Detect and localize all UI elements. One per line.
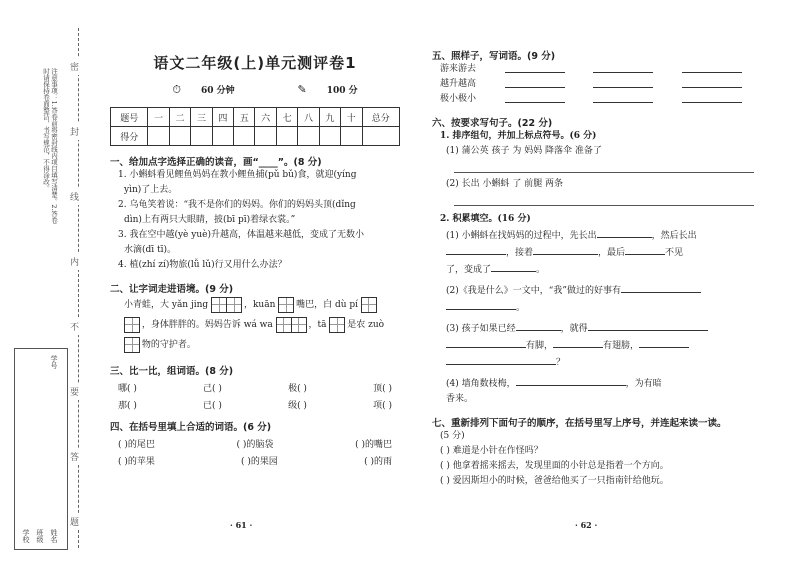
exam-notes: 注意事项：1.答卷前将密封线内项目填写清楚。2.答卷时请保持卷面整洁，书写规范，不得涂改。 (42, 68, 58, 224)
char-grid[interactable] (124, 337, 140, 353)
student-id-field[interactable]: 学号 (50, 355, 58, 369)
section-6-heading: 六、按要求写句子。(22 分) (432, 118, 553, 129)
context-passage: 小青蛙，大 yǎn jing ，kuān 嘴巴，白 dù pí ，身体胖胖的。妈妈告诉 wá wa ，tā 是农 zuò 物的守护者。 (124, 295, 400, 355)
char-grid[interactable] (361, 297, 377, 313)
page-number: · 62 · (575, 520, 598, 530)
sub-question: 2. 积累填空。(16 分) (440, 214, 531, 224)
name-field[interactable]: 姓名 (50, 529, 58, 543)
left-page (110, 38, 400, 467)
time-info: ⏱ 60 分钟 (172, 83, 235, 96)
question-line: 有脚， 有翅膀， (446, 337, 762, 354)
question-line: 了，变成了 。 (446, 261, 762, 278)
order-item[interactable]: ( ) 爱因斯坦小的时候，爸爸给他买了一只指南针给他玩。 (440, 476, 669, 486)
seal-char: 不 (70, 318, 79, 335)
example-row: 越升越高 (440, 77, 742, 92)
example-row: 极小极小 (440, 92, 742, 107)
clock-icon: ⏱ (172, 83, 181, 96)
page-number: · 61 · (230, 520, 253, 530)
question-line: 水滴(dī tī)。 (124, 245, 177, 255)
question-line: ？ (446, 354, 762, 371)
seal-char: 线 (70, 188, 79, 205)
question-line: (4) 墙角数枝梅， ，为有暗 (446, 375, 762, 392)
question-line: 4. 植(zhí zí)物旅(lǚ lǔ)行又用什么办法？ (118, 260, 287, 270)
score-table (110, 107, 400, 146)
seal-line (78, 28, 79, 548)
score-info: ✎ 100 分 (297, 83, 358, 96)
question-line: 2. 乌龟笑着说：“我不是你们的妈妈。你们的妈妈头顶(dǐng (118, 200, 356, 210)
char-grid[interactable] (124, 317, 140, 333)
seal-char: 题 (70, 513, 79, 530)
student-info-box (14, 348, 68, 550)
fill-word-row: ( )的尾巴 ( )的脑袋 ( )的嘴巴 (118, 440, 392, 450)
seal-char: 答 (70, 448, 79, 465)
question-line: (2)《我是什么》一文中，“我”做过的好事有 (446, 282, 762, 299)
exam-meta (110, 83, 400, 97)
section-2-heading: 二、让字词走进语境。(9 分) (110, 284, 234, 295)
section-4-heading: 四、在括号里填上合适的词语。(6 分) (110, 422, 272, 433)
char-grid[interactable] (291, 317, 307, 333)
page-title: 语文二年级(上)单元测评卷1 (153, 54, 357, 72)
class-field[interactable]: 班级 (36, 529, 44, 543)
char-grid[interactable] (329, 317, 345, 333)
score-header-row: 题号 一 二 三 四 五 六 七 八 九 十 总分 (111, 108, 400, 127)
question-line: (1) 蒲公英 孩子 为 妈妈 降落伞 准备了 (446, 146, 602, 156)
seal-char: 内 (70, 253, 79, 270)
question-line: 1. 小蝌蚪看见鲤鱼妈妈在教小鲤鱼捕(pǔ bǔ)食，就迎(yíng (118, 170, 357, 180)
order-item[interactable]: ( ) 他拿着摇来摇去，发现里面的小针总是指着一个方向。 (440, 461, 669, 471)
question-line: (3) 孩子如果已经 ，就得 (446, 320, 762, 337)
char-grid[interactable] (226, 297, 242, 313)
section-7-heading: 七、重新排列下面句子的顺序，在括号里写上序号，并连起来读一读。 (432, 418, 727, 429)
section-3-heading: 三、比一比，组词语。(8 分) (110, 366, 234, 377)
seal-char: 密 (70, 58, 79, 75)
binding-strip (8, 28, 98, 548)
seal-char: 封 (70, 123, 79, 140)
word-compare-row: 哪( ) 己( ) 极( ) 顶( ) (118, 384, 392, 394)
example-row: 游来游去 (440, 62, 742, 77)
question-line: dìn)上有两只大眼睛，披(bī pī)着绿衣裳。” (124, 215, 296, 225)
school-field[interactable]: 学校 (22, 529, 30, 543)
char-grid[interactable] (211, 297, 227, 313)
section-5-heading: 五、照样子，写词语。(9 分) (432, 51, 556, 62)
char-grid[interactable] (276, 317, 292, 333)
answer-line[interactable] (454, 192, 754, 206)
answer-line[interactable] (454, 159, 754, 173)
question-line: ，接着 ，最后 不见 (446, 244, 762, 261)
section-7-score: (5 分) (440, 431, 465, 441)
question-line: 3. 我在空中越(yè yuè)升越高，体温越来越低，变成了无数小 (118, 230, 364, 240)
seal-char: 要 (70, 383, 79, 400)
order-item[interactable]: ( ) 难道是小针在作怪吗？ (440, 446, 543, 456)
char-grid[interactable] (278, 297, 294, 313)
question-line: yìn)了上去。 (124, 185, 178, 195)
word-compare-row: 那( ) 已( ) 级( ) 项( ) (118, 401, 392, 411)
score-value-row: 得分 (111, 127, 400, 146)
right-page (432, 38, 762, 489)
section-1-heading: 一、给加点字选择正确的读音，画“____”。(8 分) (110, 157, 322, 168)
pen-icon: ✎ (297, 83, 307, 96)
question-line: (1) 小蝌蚪在找妈妈的过程中，先长出 ，然后长出 (446, 227, 762, 244)
fill-word-row: ( )的苹果 ( )的果园 ( )的雨 (118, 457, 392, 467)
question-line: 香来。 (446, 394, 474, 404)
sub-question: 1. 排序组句，并加上标点符号。(6 分) (440, 131, 597, 141)
question-line: 。 (446, 299, 762, 316)
question-line: (2) 长出 小蝌蚪 了 前腿 两条 (446, 179, 564, 189)
